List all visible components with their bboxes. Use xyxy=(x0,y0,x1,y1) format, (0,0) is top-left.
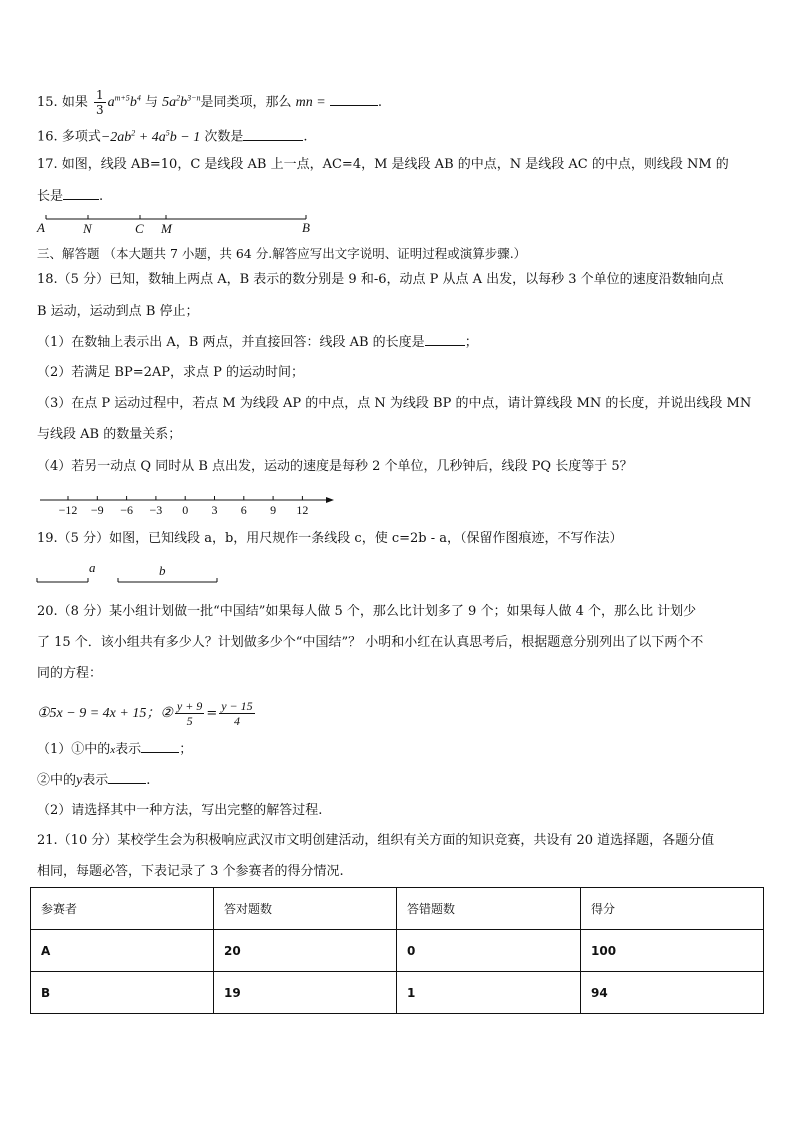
q16-poly-a: −2ab xyxy=(100,129,132,145)
question-20-line1: 20.（8 分）某小组计划做一批“中国结”如果每人做 5 个，那么比计划多了 9 个；如果每人做 4 个，那么比 计划少 xyxy=(37,604,697,619)
number-line-label: 3 xyxy=(211,503,218,517)
q20-s1b-text: ②中的 xyxy=(37,773,77,788)
q17-answer-blank xyxy=(63,187,99,200)
segment-b-label: b xyxy=(159,563,166,578)
table-row xyxy=(31,972,764,1014)
q16-e2: 5 xyxy=(165,128,170,137)
question-18-line2: B 运动，运动到点 B 停止； xyxy=(37,304,199,319)
q15-mid: 与 xyxy=(144,95,158,110)
header-participant: 参赛者 xyxy=(31,888,214,930)
q15-frac-num: 1 xyxy=(95,88,104,102)
label-n: N xyxy=(83,221,92,236)
q16-number: 16. xyxy=(37,129,58,145)
question-18-line1: 18.（5 分）已知，数轴上两点 A，B 表示的数分别是 9 和-6，动点 P 从点 A 出发，以每秒 3 个单位的速度沿数轴向点 xyxy=(37,272,724,287)
number-line-label: 6 xyxy=(240,503,247,517)
question-20-line2: 了 15 个．该小组共有多少人？计划做多少个“中国结”？ 小明和小红在认真思考后，根据题意分别列出了以下两个不 xyxy=(37,635,704,650)
label-a: A xyxy=(37,220,45,235)
q20-frac-left xyxy=(175,699,204,728)
table-cell: 1 xyxy=(397,972,581,1014)
question-18-part3a: （3）在点 P 运动过程中，若点 M 为线段 AP 的中点，点 N 为线段 BP 的中点，请计算线段 MN 的长度，并说出线段 MN xyxy=(37,396,752,411)
q15-end: . xyxy=(377,95,383,110)
q15-text1: 如果 xyxy=(61,95,88,110)
number-line-label: −6 xyxy=(120,503,133,517)
q17-end: . xyxy=(99,189,104,204)
q16-poly-c: b − 1 xyxy=(169,129,201,145)
segments-ab-figure xyxy=(34,560,234,588)
question-20-sub1b: ②中的y表示 . xyxy=(37,773,151,788)
table-cell: 94 xyxy=(581,972,764,1014)
q15-mn: mn = xyxy=(295,95,326,110)
question-18-part1 xyxy=(37,333,478,352)
q16-end: . xyxy=(303,129,308,145)
q15-answer-blank xyxy=(330,93,378,106)
q15-exp-b: 4 xyxy=(136,93,141,103)
table-row xyxy=(31,930,764,972)
q16-answer-blank xyxy=(243,128,303,141)
q20-blank-1 xyxy=(141,740,179,753)
q17-line2-text: 长是 xyxy=(37,189,64,204)
q15-term2: $5a^2b^{3-n}$ xyxy=(162,93,201,110)
q20-frac-right xyxy=(219,699,254,728)
question-16 xyxy=(37,124,308,147)
q20-s1b-end: 表示 xyxy=(82,773,109,788)
question-21-line1: 21.（10 分）某校学生会为积极响应武汉市文明创建活动，组织有关方面的知识竞赛，共设有 20 道选择题，各题分值 xyxy=(37,833,715,848)
question-20-equations xyxy=(37,699,257,728)
q18-p1-end: ； xyxy=(464,335,478,350)
q15-exp-a2: 2 xyxy=(176,93,181,103)
q16-poly-b: + 4a xyxy=(138,129,166,145)
number-line-label: −3 xyxy=(149,503,163,517)
question-17-line2 xyxy=(37,187,103,206)
q16-text2: 次数是 xyxy=(204,129,244,145)
number-line-label: 9 xyxy=(270,503,277,517)
q15-fraction xyxy=(94,88,106,117)
q20-s1a-text: （1）①中的 xyxy=(37,742,111,757)
q20-frac-left-den: 5 xyxy=(186,714,193,728)
header-score: 得分 xyxy=(581,888,764,930)
question-18-part3b: 与线段 AB 的数量关系； xyxy=(37,427,182,442)
label-m: M xyxy=(161,221,172,236)
section-3-heading: 三、解答题 （本大题共 7 小题，共 64 分.解答应写出文字说明、证明过程或演算步骤.） xyxy=(37,246,527,261)
question-18-part4: （4）若另一动点 Q 同时从 B 点出发，运动的速度是每秒 2 个单位，几秒钟后，线段 PQ 长度等于 5？ xyxy=(37,459,633,474)
table-cell: 0 xyxy=(397,930,581,972)
q20-frac-left-num: y + 9 xyxy=(176,699,203,713)
q20-frac-right-den: 4 xyxy=(233,714,240,728)
q20-blank-2 xyxy=(108,771,146,784)
number-line-label: 0 xyxy=(182,503,189,517)
question-19: 19.（5 分）如图，已知线段 a，b，用尺规作一条线段 c，使 c=2b - a，（保留作图痕迹，不写作法） xyxy=(37,531,623,546)
question-17-line1: 17. 如图，线段 AB=10，C 是线段 AB 上一点，AC=4，M 是线段 AB 的中点，N 是线段 AC 的中点，则线段 NM 的 xyxy=(37,157,729,172)
number-line-label: −12 xyxy=(58,503,78,517)
q20-s1a-var: x xyxy=(110,744,116,756)
number-line-figure xyxy=(38,492,338,518)
segment-a-label: a xyxy=(89,560,96,575)
label-c: C xyxy=(135,221,144,236)
question-20-sub2: （2）请选择其中一种方法，写出完整的解答过程. xyxy=(37,803,323,818)
q20-equals: = xyxy=(206,706,218,721)
q16-text1: 多项式 xyxy=(61,129,101,145)
question-20-line3: 同的方程： xyxy=(37,666,103,681)
q16-e1: 2 xyxy=(131,128,136,137)
table-cell: B xyxy=(31,972,214,1014)
question-20-sub1a: （1）①中的x表示 ； xyxy=(37,742,193,757)
header-correct: 答对题数 xyxy=(214,888,397,930)
number-line-label: −9 xyxy=(90,503,104,517)
question-18-part2: （2）若满足 BP=2AP，求点 P 的运动时间； xyxy=(37,365,305,380)
q18-p1-text: （1）在数轴上表示出 A，B 两点，并直接回答：线段 AB 的长度是 xyxy=(37,335,425,350)
table-header-row xyxy=(31,888,764,930)
score-table xyxy=(30,887,764,1014)
label-b: B xyxy=(302,220,310,235)
question-21-line2: 相同，每题必答，下表记录了 3 个参赛者的得分情况. xyxy=(37,864,344,879)
q20-s1a-end: 表示 xyxy=(115,742,142,757)
q20-frac-right-num: y − 15 xyxy=(221,699,253,713)
q15-text2: 是同类项，那么 xyxy=(200,95,292,110)
question-15 xyxy=(37,88,382,117)
table-cell: A xyxy=(31,930,214,972)
number-line-arrow xyxy=(326,497,334,503)
q15-number: 15. xyxy=(37,95,58,110)
table-cell: 20 xyxy=(214,930,397,972)
q15-term1: $a^{m+5}b^4$ xyxy=(107,93,141,110)
q15-frac-den: 3 xyxy=(95,103,104,117)
segment-ab-figure xyxy=(34,210,324,238)
q16-polynomial xyxy=(101,130,200,145)
number-line-label: 12 xyxy=(296,503,309,517)
q15-exp-a: m+5 xyxy=(114,93,130,103)
q20-equation-1: ①5x − 9 = 4x + 15；② xyxy=(37,706,173,721)
q20-s1b-var: y xyxy=(76,773,83,788)
table-cell: 100 xyxy=(581,930,764,972)
header-wrong: 答错题数 xyxy=(397,888,581,930)
table-cell: 19 xyxy=(214,972,397,1014)
q18-answer-blank xyxy=(425,333,465,346)
q15-exp-b2: 3−n xyxy=(187,93,201,103)
